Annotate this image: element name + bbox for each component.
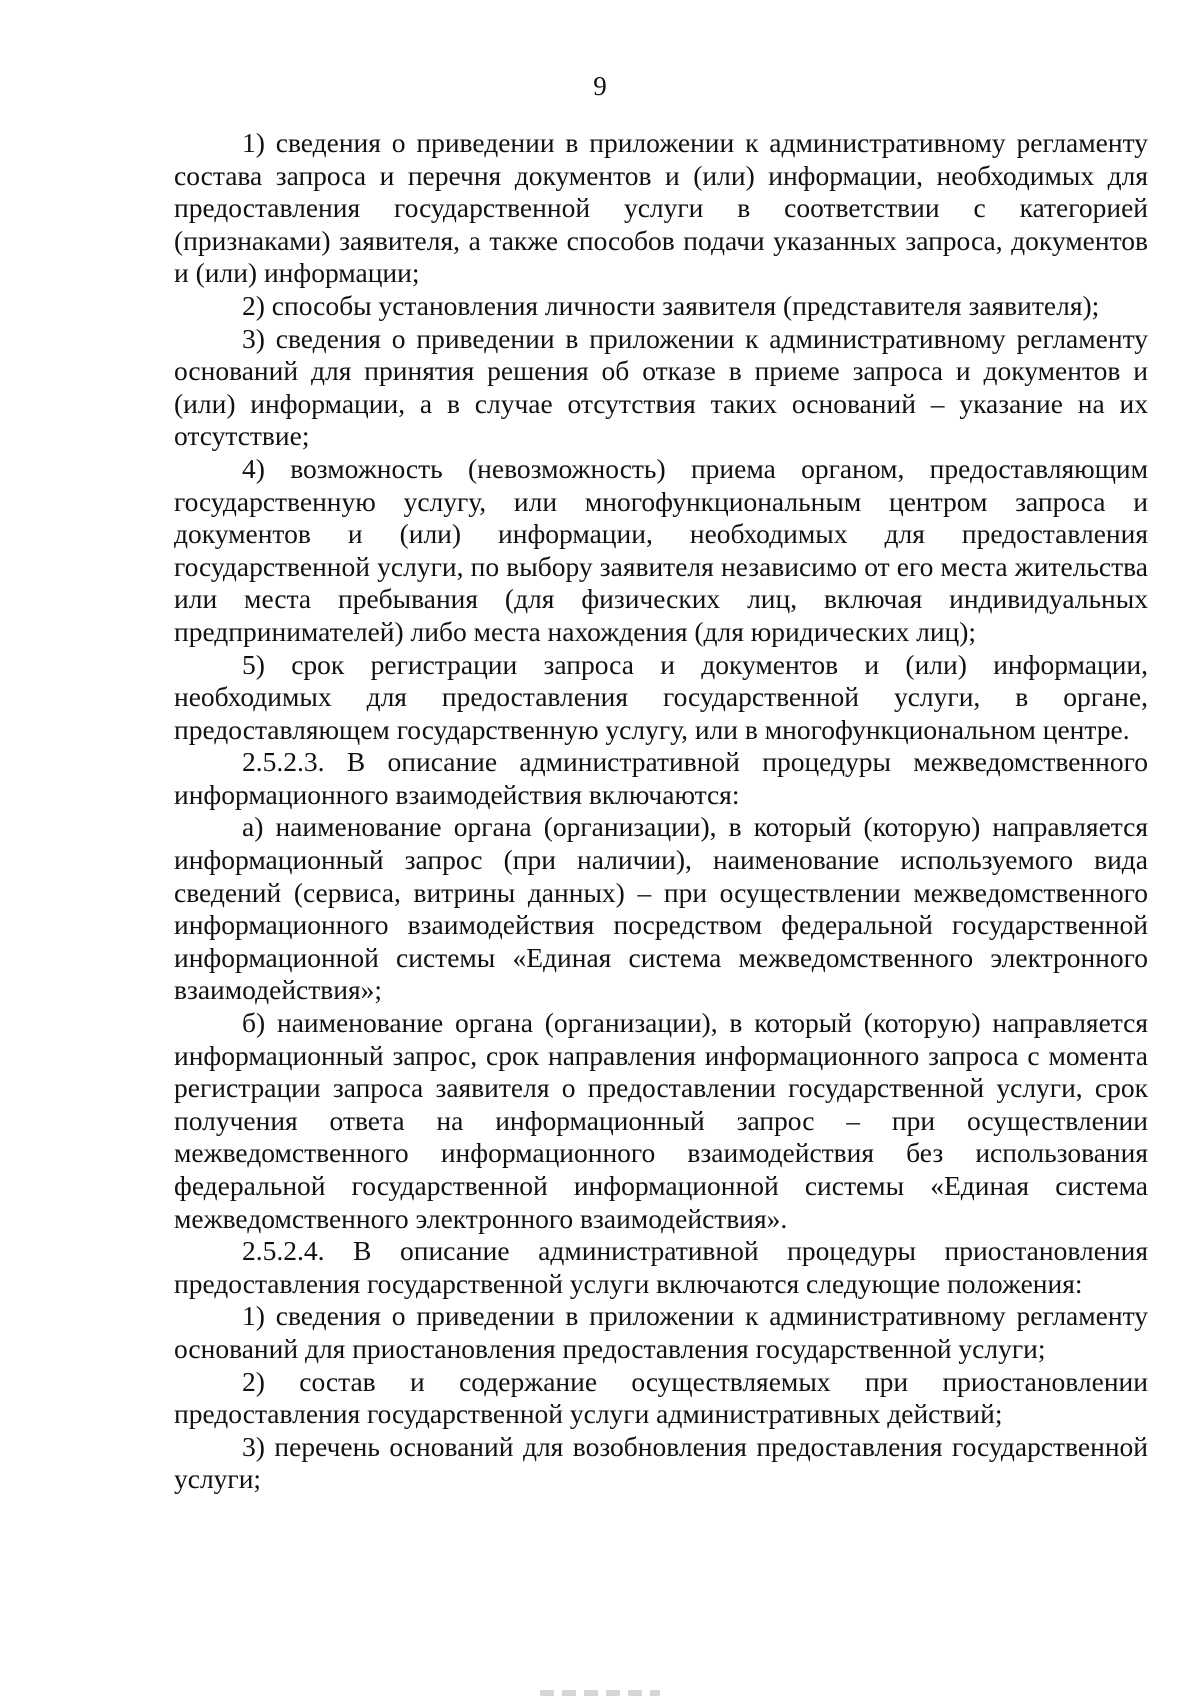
paragraph-suspension-item-1: 1) сведения о приведении в приложении к административному регламенту оснований для приостановления предоставления государственной услуги; — [174, 1300, 1148, 1364]
paragraph-item-b: б) наименование органа (организации), в который (которую) направляется информационный запрос, срок направления информационного запроса с момента регистрации запроса заявителя о предоставлении государственной услуги, срок получения ответа на информационный запрос – при осуществлении межведомственного информационного взаимодействия без использования федеральной государственной информационной системы «Единая система межведомственного электронного взаимодействия». — [174, 1007, 1148, 1234]
document-body — [174, 127, 1148, 1496]
paragraph-item-3-refusal-grounds: 3) сведения о приведении в приложении к административному регламенту оснований для принятия решения об отказе в приеме запроса и документов и (или) информации, а в случае отсутствия таких оснований – указание на их отсутствие; — [174, 322, 1148, 452]
scan-artifact-mark — [540, 1690, 660, 1696]
paragraph-item-2-identity: 2) способы установления личности заявителя (представителя заявителя); — [242, 289, 1100, 321]
paragraph-section-2-5-2-4: 2.5.2.4. В описание административной процедуры приостановления предоставления государственной услуги включаются следующие положения: — [174, 1235, 1148, 1299]
paragraph-section-2-5-2-3: 2.5.2.3. В описание административной процедуры межведомственного информационного взаимодействия включаются: — [174, 746, 1148, 810]
paragraph-item-1-composition: 1) сведения о приведении в приложении к административному регламенту состава запроса и перечня документов и (или) информации, необходимых для предоставления государственной услуги в соответствии с категорией (признаками) заявителя, а также способов подачи указанных запроса, документов и (или) информации; — [174, 127, 1148, 289]
paragraph-item-4-acceptance: 4) возможность (невозможность) приема органом, предоставляющим государственную услугу, или многофункциональным центром запроса и документов и (или) информации, необходимых для предоставления государственной услуги, по выбору заявителя независимо от его места жительства или места пребывания (для физических лиц, включая индивидуальных предпринимателей) либо места нахождения (для юридических лиц); — [174, 452, 1148, 647]
paragraph-suspension-item-3: 3) перечень оснований для возобновления предоставления государственной услуги; — [174, 1430, 1148, 1495]
paragraph-item-a: а) наименование органа (организации), в который (которую) направляется информационный запрос (при наличии), наименование используемого вида сведений (сервиса, витрины данных) – при осуществлении межведомственного информационного взаимодействия посредством федеральной государственной информационной системы «Единая система межведомственного электронного взаимодействия»; — [174, 811, 1148, 1006]
paragraph-item-5-registration-term: 5) срок регистрации запроса и документов и (или) информации, необходимых для предоставления государственной услуги, в органе, предоставляющем государственную услугу, или в многофункциональном центре. — [174, 648, 1148, 745]
page-number: 9 — [593, 71, 607, 101]
paragraph-suspension-item-2: 2) состав и содержание осуществляемых при приостановлении предоставления государственной услуги административных действий; — [174, 1365, 1148, 1430]
